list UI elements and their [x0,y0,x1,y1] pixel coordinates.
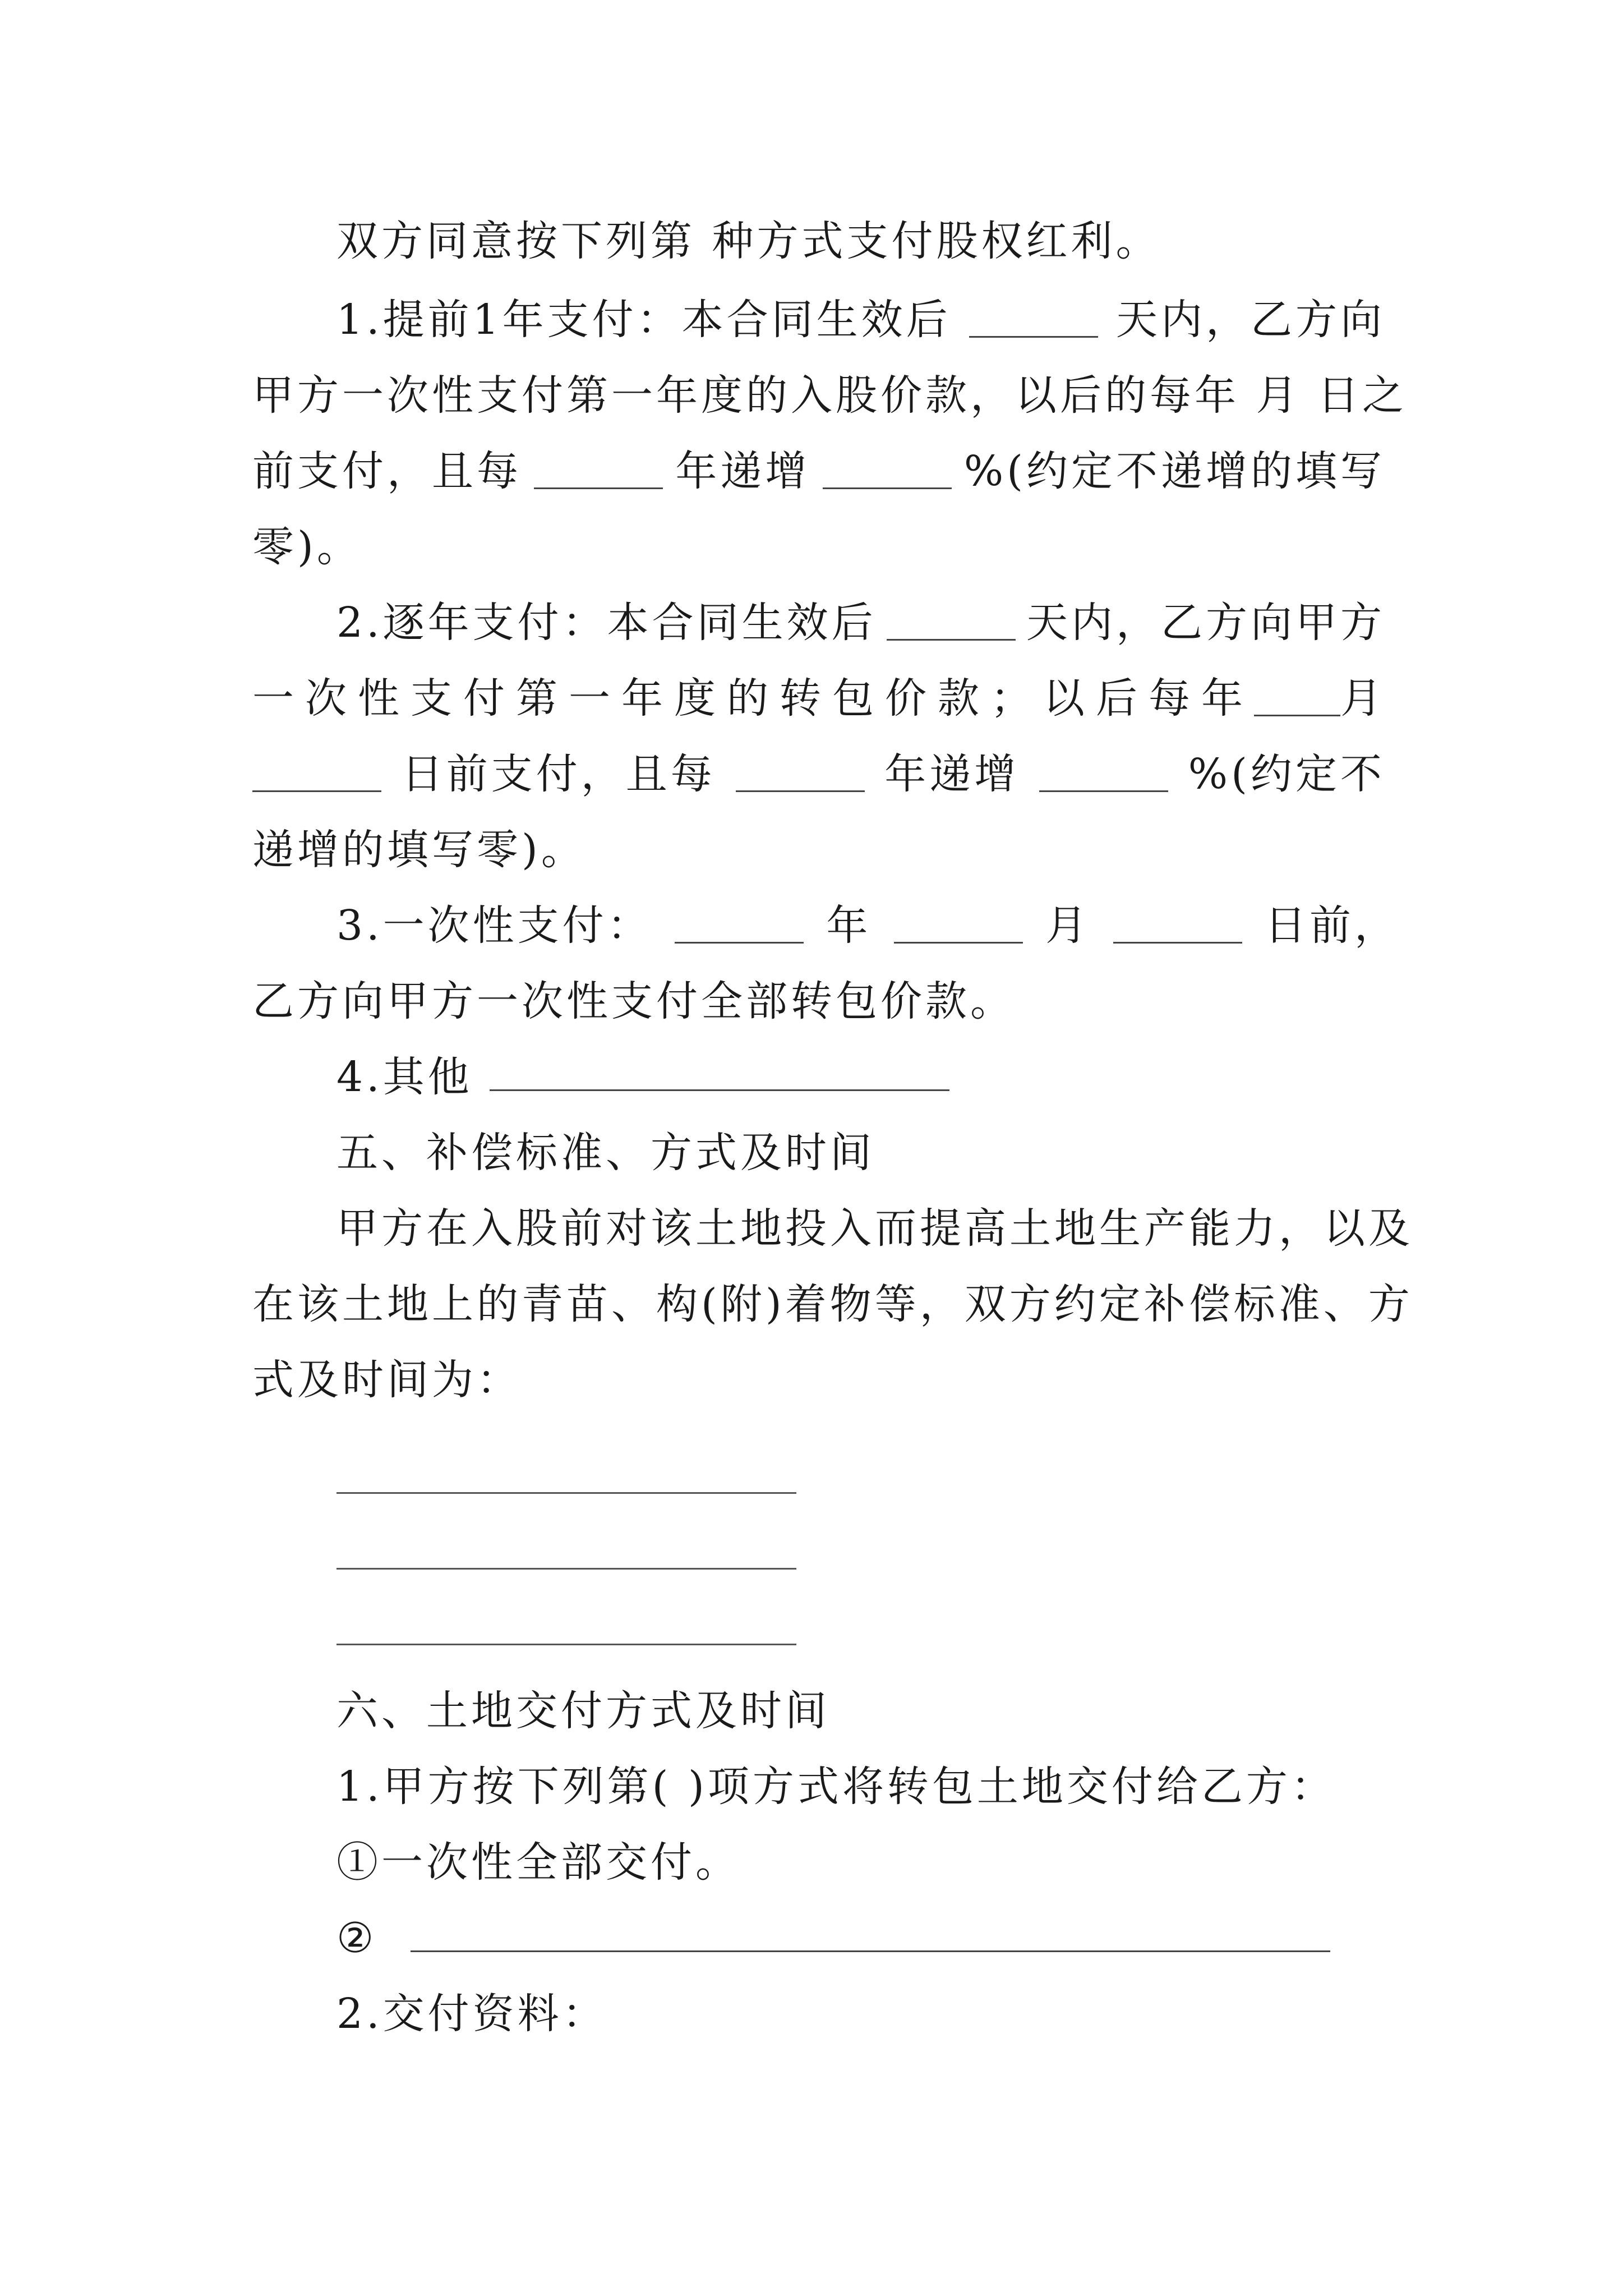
opt1-text-a: 1.提前1年支付：本合同生效后 [336,296,951,344]
section5-line3 [252,1352,522,1408]
opt2-text-c: 一次性支付第一年度的转包价款；以后每年 [252,674,1254,723]
section6-item1-text: 1.甲方按下列第( )项方式将转包土地交付给乙方： [336,1763,1336,1811]
opt3-day-blank[interactable] [1113,908,1242,944]
section5-text-line3: 式及时间为： [252,1356,522,1404]
opt3-text-c: 月 [1045,901,1091,950]
compensation-blank-1[interactable] [336,1492,796,1494]
section6-title [336,1683,830,1739]
section6-choice1-text: ①一次性全部交付。 [336,1838,740,1887]
opt2-text-b: 天内，乙方向甲方 [1026,599,1385,647]
section5-title [336,1125,875,1181]
opt3-text-a: 3.一次性支付： [336,901,652,950]
opt1-text-e: %(约定不递增的填写 [963,447,1385,495]
opt3-text-d: 日前， [1264,901,1399,950]
opt2-days-blank[interactable] [887,605,1016,641]
compensation-blank-2[interactable] [336,1568,796,1570]
opt3-text-line2: 乙方向甲方一次性支付全部转包价款。 [252,977,1015,1025]
opt2-line1 [336,595,1385,651]
opt2-text-e: 日前支付，且每 [401,750,716,798]
opt2-month-blank[interactable] [1254,681,1340,716]
opt4-label: 4.其他 [336,1053,473,1101]
opt2-line2 [252,670,1385,726]
opt3-month-blank[interactable] [894,908,1023,944]
intro-paragraph [336,213,1161,269]
opt2-text-g: %(约定不 [1188,750,1385,798]
section6-item2 [336,1986,607,2042]
section6-choice1 [336,1834,740,1890]
opt1-line3 [252,443,1385,499]
section6-item2-text: 2.交付资料： [336,1990,607,2038]
opt1-line1 [336,292,1385,348]
opt4-line [336,1049,949,1105]
intro-text: 双方同意按下列第 种方式支付股权红利。 [336,217,1161,265]
opt1-days-blank[interactable] [969,302,1098,338]
opt2-line4 [252,822,586,878]
section6-choice2 [336,1910,1330,1966]
section5-line2 [252,1276,1413,1332]
opt2-line3 [252,746,1385,802]
opt1-line4 [252,519,362,575]
opt1-line2 [252,367,1407,424]
opt3-text-b: 年 [826,901,872,950]
opt3-line1 [336,898,1399,954]
section6-item1 [336,1759,1336,1815]
section6-choice2-blank[interactable] [411,1917,1330,1952]
section5-title-text: 五、补偿标准、方式及时间 [336,1129,875,1177]
opt1-text-c: 前支付，且每 [252,447,522,495]
section5-text-line1: 甲方在入股前对该土地投入而提高土地生产能力，以及 [336,1204,1413,1253]
opt3-year-blank[interactable] [675,908,804,944]
opt2-text-a: 2.逐年支付：本合同生效后 [336,599,877,647]
opt3-line2 [252,973,1015,1029]
opt2-years-blank[interactable] [736,757,865,792]
opt2-text-f: 年递增 [884,750,1020,798]
compensation-blank-3[interactable] [336,1644,796,1645]
section5-line1 [336,1200,1413,1257]
opt1-years-blank[interactable] [534,454,663,489]
opt1-percent-blank[interactable] [823,454,952,489]
opt1-text-b: 天内，乙方向 [1116,296,1385,344]
section6-choice2-text: ② [336,1914,377,1962]
opt2-percent-blank[interactable] [1039,757,1168,792]
opt2-day-blank[interactable] [252,757,381,792]
opt1-text-line2: 甲方一次性支付第一年度的入股价款，以后的每年 月 日之 [252,371,1408,420]
opt2-text-d: 月 [1340,674,1385,723]
opt4-other-blank[interactable] [490,1056,949,1091]
opt2-text-line4: 递增的填写零)。 [252,826,586,874]
opt1-text-line4: 零)。 [252,523,362,571]
section6-title-text: 六、土地交付方式及时间 [336,1687,830,1735]
opt1-text-d: 年递增 [675,447,810,495]
section5-text-line2: 在该土地上的青苗、构(附)着物等，双方约定补偿标准、方 [252,1280,1413,1328]
